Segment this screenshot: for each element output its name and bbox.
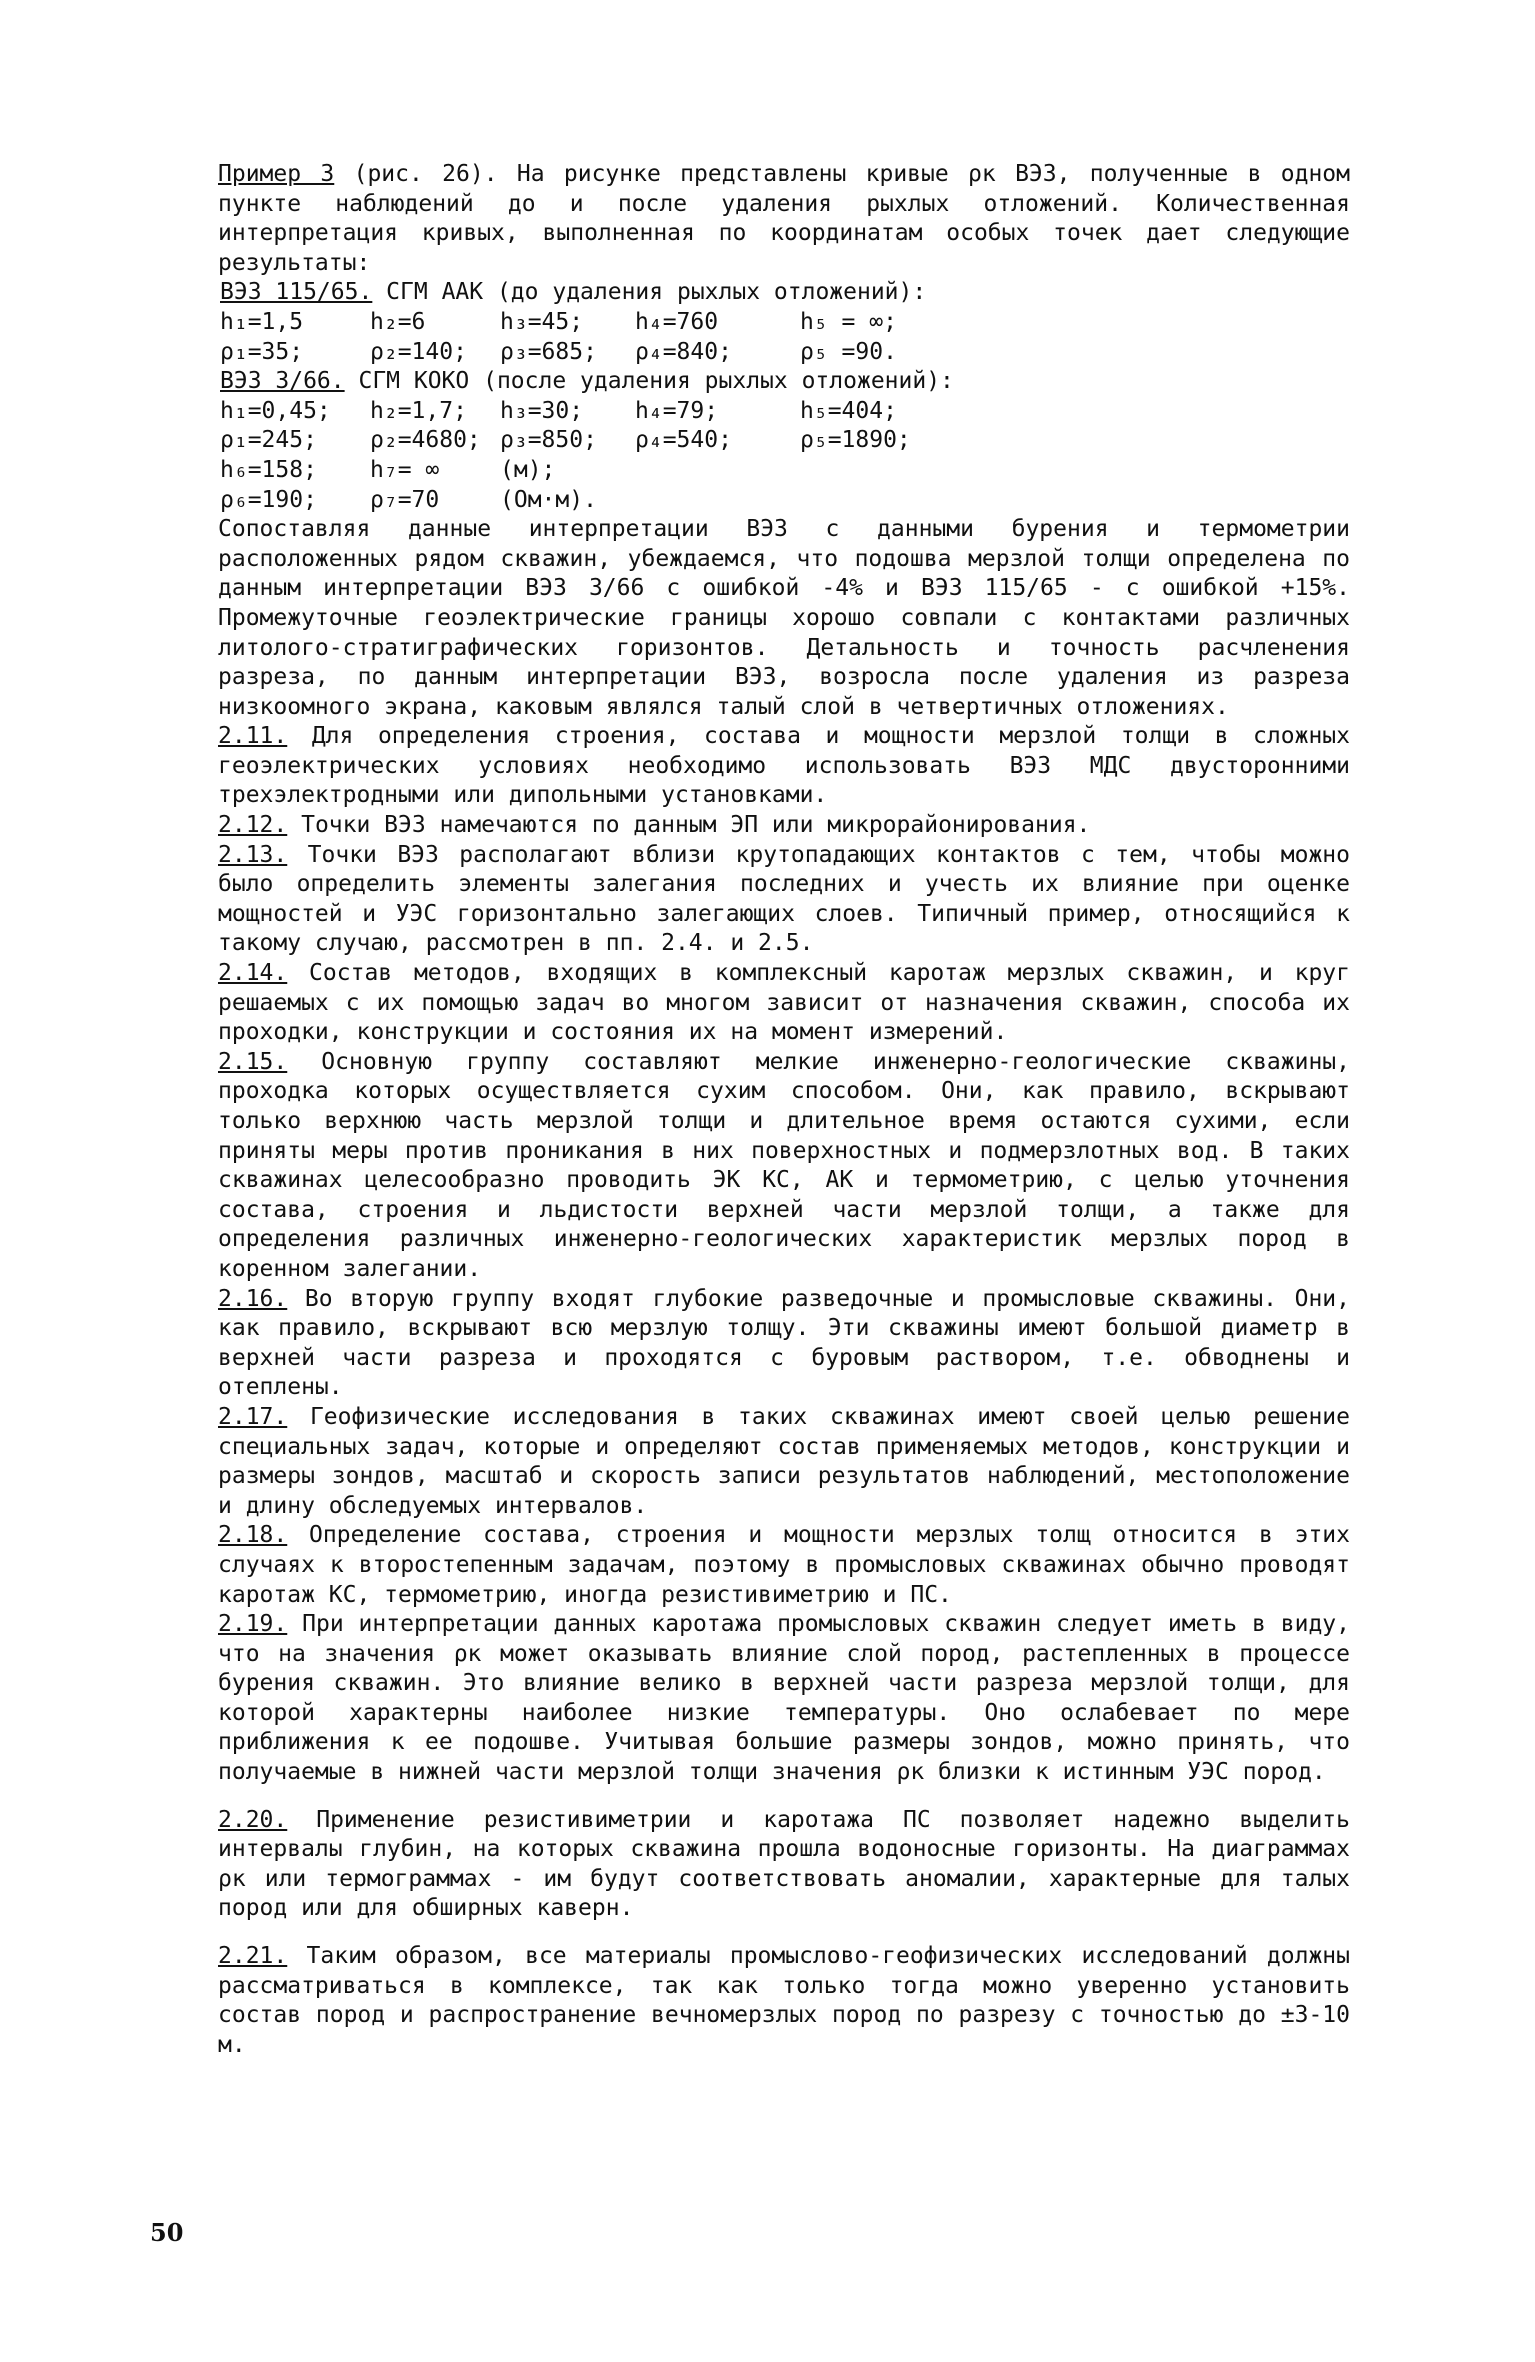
- ves-115-65-title: ВЭЗ 115/65.: [220, 279, 373, 306]
- value-cell: h₃=45;: [500, 308, 584, 335]
- section-text: Основную группу составляют мелкие инженерно-геологические скважины, проходка которых осуществляется сухим способом. Они, как правило, вскрывают только верхнюю часть мерзлой толщи и длительное время остаются сухими, если приняты меры против проникания в них поверхностных и подмерзлотных вод. В таких скважинах целесообразно проводить ЭК КС, АК и термометрию, с целью уточнения состава, строения и льдистости верхней части мерзлой толщи, а также для определения различных инженерно-геологических характеристик мерзлых пород в коренном залегании.: [218, 1048, 1350, 1282]
- section-text: Определение состава, строения и мощности мерзлых толщ относится в этих случаях к второстепенным задачам, поэтому в промысловых скважинах обычно проводят каротаж КС, термометрию, иногда резистивиметрию и ПС.: [218, 1522, 1350, 1608]
- section-number: 2.18.: [218, 1522, 288, 1549]
- unit-cell: (м);: [500, 456, 556, 483]
- value-cell: ρ₆=190;: [220, 486, 317, 513]
- section-number: 2.20.: [218, 1806, 288, 1833]
- ves-115-65-resistivity-row: [220, 338, 1350, 368]
- value-cell: h₆=158;: [220, 456, 317, 483]
- body-text: [218, 160, 1350, 2060]
- section-text: Точки ВЭЗ располагают вблизи крутопадающих контактов с тем, чтобы можно было определить элементы залегания последних и учесть их влияние при оценке мощностей и УЭС горизонтально залегающих слоев. Типичный пример, относящийся к такому случаю, рассмотрен в пп. 2.4. и 2.5.: [218, 841, 1350, 957]
- section-2-18: [218, 1521, 1350, 1610]
- example-paragraph: [218, 160, 1350, 278]
- value-cell: ρ₂=140;: [370, 338, 467, 365]
- ves-3-66-resistivity-row-2: [220, 486, 1350, 516]
- ves-3-66-title: ВЭЗ 3/66.: [220, 368, 345, 395]
- ves-3-66-subtitle: СГМ КОКО (после удаления рыхлых отложений):: [344, 368, 954, 395]
- section-2-11: [218, 722, 1350, 811]
- section-number: 2.19.: [218, 1611, 288, 1638]
- value-cell: ρ₄=540;: [635, 427, 732, 454]
- section-2-17: [218, 1403, 1350, 1521]
- ves-115-65-heading: [220, 278, 1350, 308]
- value-cell: ρ₃=685;: [500, 338, 597, 365]
- section-2-12: [218, 811, 1350, 841]
- section-2-16: [218, 1285, 1350, 1403]
- section-text: Таким образом, все материалы промыслово-геофизических исследований должны рассматриваться в комплексе, так как только тогда можно уверенно установить состав пород и распространение вечномерзлых пород по разрезу с точностью до ±3-10 м.: [218, 1943, 1350, 2058]
- value-cell: ρ₄=840;: [635, 338, 732, 365]
- unit-cell: (Ом·м).: [500, 486, 597, 513]
- value-cell: h₃=30;: [500, 397, 584, 424]
- value-cell: h₁=0,45;: [220, 397, 331, 424]
- value-cell: h₂=6: [370, 308, 426, 335]
- section-text: Для определения строения, состава и мощности мерзлой толщи в сложных геоэлектрических условиях необходимо использовать ВЭЗ МДС двусторонними трехэлектродными или дипольными установками.: [218, 723, 1350, 809]
- ves-3-66-heading: [220, 367, 1350, 397]
- example-text: (рис. 26). На рисунке представлены кривые ρк ВЭЗ, полученные в одном пункте наблюдений до и после удаления рыхлых отложений. Количественная интерпретация кривых, выполненная по координатам особых точек дает следующие результаты:: [218, 161, 1350, 276]
- section-2-19: [218, 1610, 1350, 1788]
- section-number: 2.11.: [218, 723, 288, 750]
- page-number: 50: [150, 2218, 184, 2247]
- section-number: 2.14.: [218, 960, 288, 987]
- value-cell: ρ₇=70: [370, 486, 440, 513]
- section-number: 2.13.: [218, 841, 288, 868]
- section-number: 2.16.: [218, 1285, 288, 1312]
- section-number: 2.21.: [218, 1943, 288, 1970]
- value-cell: ρ₁=35;: [220, 338, 304, 365]
- value-cell: ρ₃=850;: [500, 427, 597, 454]
- section-2-21: [218, 1942, 1350, 2060]
- ves-3-66-thickness-row-2: [220, 456, 1350, 486]
- section-number: 2.12.: [218, 812, 288, 839]
- section-number: 2.17.: [218, 1403, 288, 1430]
- value-cell: h₄=79;: [635, 397, 719, 424]
- section-text: Во вторую группу входят глубокие разведочные и промысловые скважины. Они, как правило, вскрывают всю мерзлую толщу. Эти скважины имеют большой диаметр в верхней части разреза и проходятся с буровым раствором, т.е. обводнены и отеплены.: [218, 1285, 1350, 1401]
- ves-115-65-results: [220, 278, 1350, 515]
- section-2-14: [218, 959, 1350, 1048]
- section-2-15: [218, 1048, 1350, 1285]
- section-text: При интерпретации данных каротажа промысловых скважин следует иметь в виду, что на значения ρк может оказывать влияние слой пород, растепленных в процессе бурения скважин. Это влияние велико в верхней части разреза мерзлой толщи, для которой характерны наиболее низкие температуры. Оно ослабевает по мере приближения к ее подошве. Учитывая большие размеры зондов, можно принять, что получаемые в нижней части мерзлой толщи значения ρк близки к истинным УЭС пород.: [218, 1611, 1350, 1786]
- section-2-13: [218, 841, 1350, 959]
- section-text: Применение резистивиметрии и каротажа ПС позволяет надежно выделить интервалы глубин, на которых скважина прошла водоносные горизонты. На диаграммах ρк или термограммах - им будут соответствовать аномалии, характерные для талых пород или для обширных каверн.: [218, 1806, 1350, 1922]
- value-cell: h₁=1,5: [220, 308, 304, 335]
- value-cell: ρ₅ =90.: [800, 338, 897, 365]
- section-text: Геофизические исследования в таких скважинах имеют своей целью решение специальных задач, которые и определяют состав применяемых методов, конструкции и размеры зондов, масштаб и скорость записи результатов наблюдений, местоположение и длину обследуемых интервалов.: [218, 1403, 1350, 1519]
- comparison-paragraph: Сопоставляя данные интерпретации ВЭЗ с данными бурения и термометрии расположенных рядом скважин, убеждаемся, что подошва мерзлой толщи определена по данным интерпретации ВЭЗ 3/66 с ошибкой -4% и ВЭЗ 115/65 - с ошибкой +15%. Промежуточные геоэлектрические границы хорошо совпали с контактами различных литолого-стратиграфических горизонтов. Детальность и точность расчленения разреза, по данным интерпретации ВЭЗ, возросла после удаления из разреза низкоомного экрана, каковым являлся талый слой в четвертичных отложениях.: [218, 516, 1350, 720]
- value-cell: h₅ = ∞;: [800, 308, 897, 335]
- value-cell: h₂=1,7;: [370, 397, 467, 424]
- ves-3-66-resistivity-row: [220, 426, 1350, 456]
- ves-115-65-subtitle: СГМ ААК (до удаления рыхлых отложений):: [372, 279, 927, 306]
- ves-3-66-thickness-row: [220, 397, 1350, 427]
- section-text: Состав методов, входящих в комплексный каротаж мерзлых скважин, и круг решаемых с их помощью задач во многом зависит от назначения скважин, способа их проходки, конструкции и состояния их на момент измерений.: [218, 960, 1350, 1046]
- value-cell: ρ₅=1890;: [800, 427, 911, 454]
- value-cell: h₇= ∞: [370, 456, 440, 483]
- example-label: Пример 3: [218, 161, 335, 187]
- section-text: Точки ВЭЗ намечаются по данным ЭП или микрорайонирования.: [287, 812, 1091, 839]
- value-cell: ρ₂=4680;: [370, 427, 481, 454]
- ves-115-65-thickness-row: [220, 308, 1350, 338]
- value-cell: h₄=760: [635, 308, 719, 335]
- value-cell: ρ₁=245;: [220, 427, 317, 454]
- section-number: 2.15.: [218, 1048, 288, 1075]
- value-cell: h₅=404;: [800, 397, 897, 424]
- section-2-20: [218, 1806, 1350, 1924]
